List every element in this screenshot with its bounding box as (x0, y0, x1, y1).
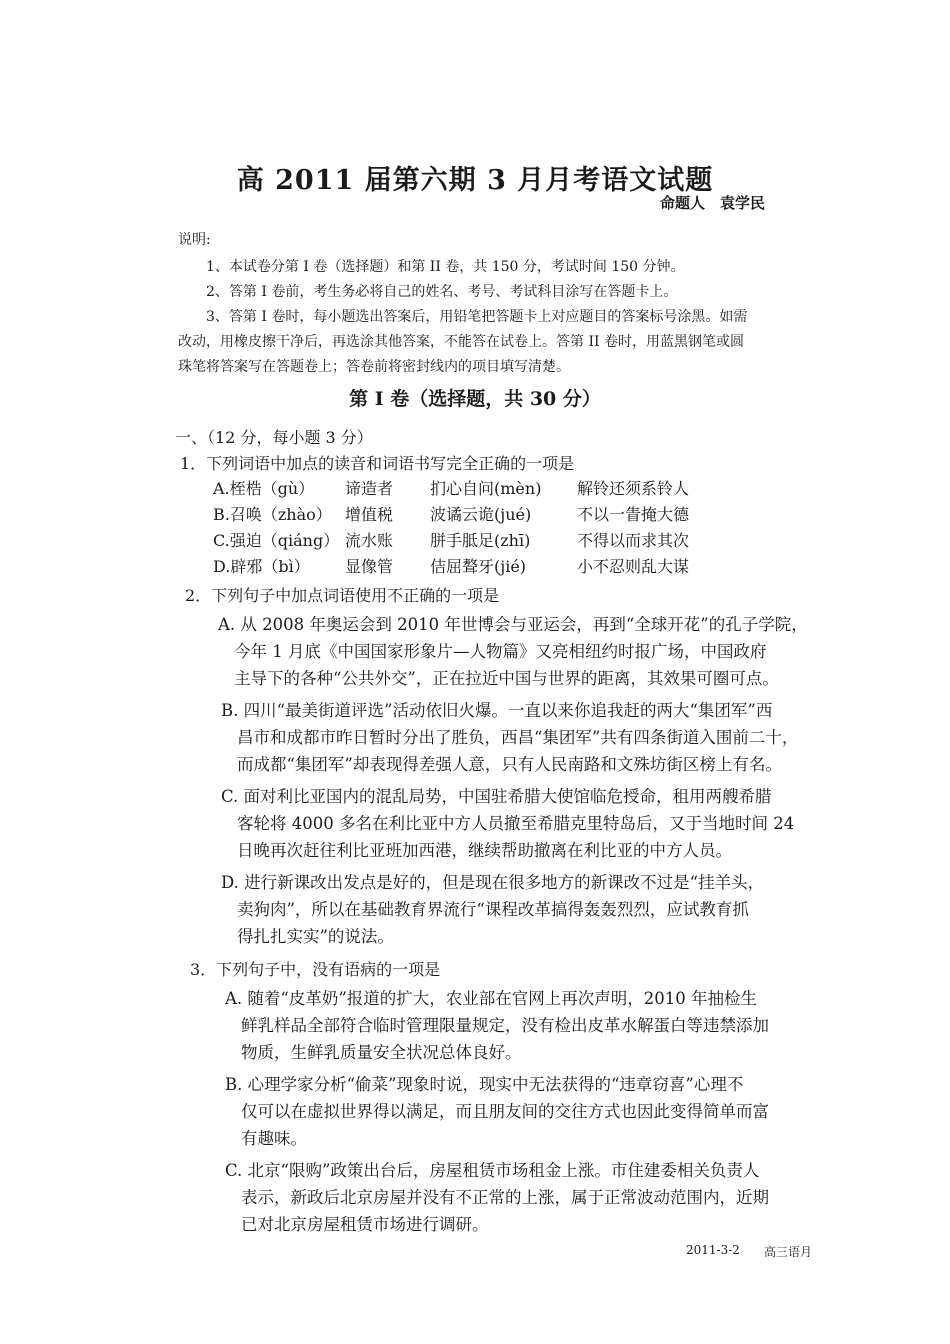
q1-c-word3: 胼手胝足(zhī) (430, 531, 531, 550)
question-1-stem: 1．下列词语中加点的读音和词语书写完全正确的一项是 (180, 454, 575, 473)
q1-a-word4: 解铃还须系铃人 (577, 479, 690, 498)
q1-d-word3: 佶屈聱牙(jié) (430, 557, 527, 576)
section-title: 第 I 卷（选择题，共 30 分） (349, 388, 601, 410)
q1-a-word2: 谛造者 (345, 479, 394, 498)
instruction-line: 珠笔将答案写在答题卷上；答卷前将密封线内的项目填写清楚。 (178, 359, 570, 375)
footer-label: 高三语月 (764, 1245, 813, 1259)
instruction-line: 改动，用橡皮擦干净后，再选涂其他答案，不能答在试卷上。答第 II 卷时，用蓝黑钢笔或圆 (178, 334, 744, 350)
q1-c-word2: 流水账 (345, 531, 394, 550)
q2-line: 主导下的各种“公共外交”，正在拉近中国与世界的距离，其效果可圈可点。 (234, 669, 779, 688)
q2-line: D. 进行新课改出发点是好的，但是现在很多地方的新课改不过是“挂羊头， (221, 873, 765, 892)
q2-line: C. 面对利比亚国内的混乱局势，中国驻希腊大使馆临危授命，租用两艘希腊 (221, 787, 772, 806)
q1-b-word2: 增值税 (345, 505, 394, 524)
exam-author: 命题人 袁学民 (660, 194, 766, 212)
q2-line: 今年 1 月底《中国国家形象片—人物篇》又亮相纽约时报广场，中国政府 (234, 642, 767, 661)
q2-line: B. 四川“最美街道评选”活动依旧火爆。一直以来你追我赶的两大“集团军”西 (221, 701, 773, 720)
exam-title: 高 2011 届第六期 3 月月考语文试题 (236, 165, 714, 196)
q2-line: 昌市和成都市昨日暂时分出了胜负，西昌“集团军”共有四条街道入围前二十， (237, 728, 799, 747)
q2-line: 卖狗肉”，所以在基础教育界流行“课程改革搞得轰轰烈烈，应试教育抓 (237, 900, 749, 919)
q1-d-word4: 小不忍则乱大谋 (577, 557, 690, 576)
question-3-stem: 3．下列句子中，没有语病的一项是 (190, 960, 441, 979)
question-2-stem: 2．下列句子中加点词语使用不正确的一项是 (185, 586, 500, 605)
q3-line: 已对北京房屋租赁市场进行调研。 (241, 1215, 489, 1234)
footer-date: 2011-3-2 (686, 1243, 740, 1257)
q1-d-word1: D.辟邪（bì） (213, 557, 310, 576)
q3-line: 有趣味。 (241, 1129, 307, 1148)
instruction-line: 3、答第 I 卷时，每小题选出答案后，用铅笔把答题卡上对应题目的答案标号涂黑。如需 (206, 309, 748, 325)
q3-line: 鲜乳样品全部符合临时管理限量规定，没有检出皮革水解蛋白等违禁添加 (241, 1016, 769, 1035)
instructions-heading: 说明: (178, 232, 211, 248)
part-heading: 一、（12 分，每小题 3 分） (175, 428, 373, 447)
q3-line: 表示，新政后北京房屋并没有不正常的上涨，属于正常波动范围内，近期 (241, 1188, 769, 1207)
q3-line: 仅可以在虚拟世界得以满足，而且朋友间的交往方式也因此变得简单而富 (241, 1102, 769, 1121)
q3-line: B. 心理学家分析“偷菜”现象时说，现实中无法获得的“违章窃喜”心理不 (225, 1075, 744, 1094)
q1-a-word1: A.桎梏（gù） (213, 479, 315, 498)
q2-line: 得扎扎实实”的说法。 (237, 927, 394, 946)
q3-line: A. 随着“皮革奶”报道的扩大，农业部在官网上再次声明，2010 年抽检生 (225, 989, 758, 1008)
q3-line: C. 北京“限购”政策出台后，房屋租赁市场租金上涨。市住建委相关负责人 (225, 1161, 760, 1180)
q2-line: 日晚再次赶往利比亚班加西港，继续帮助撤离在利比亚的中方人员。 (237, 841, 732, 860)
q1-d-word2: 显像管 (345, 557, 394, 576)
q1-c-word1: C.强迫（qiáng） (213, 531, 340, 550)
instruction-line: 2、答第 I 卷前，考生务必将自己的姓名、考号、考试科目涂写在答题卡上。 (206, 284, 678, 300)
q1-b-word1: B.召唤（zhào） (213, 505, 332, 524)
q1-b-word3: 波谲云诡(jué) (430, 505, 532, 524)
q2-line: 客轮将 4000 多名在利比亚中方人员撤至希腊克里特岛后，又于当地时间 24 (237, 814, 795, 833)
q1-b-word4: 不以一眚掩大德 (577, 505, 690, 524)
instruction-line: 1、本试卷分第 I 卷（选择题）和第 II 卷，共 150 分，考试时间 150 分钟。 (206, 259, 685, 275)
q1-a-word3: 扪心自问(mèn) (430, 479, 542, 498)
q3-line: 物质，生鲜乳质量安全状况总体良好。 (241, 1043, 522, 1062)
q1-c-word4: 不得以而求其次 (577, 531, 690, 550)
q2-line: 而成都“集团军”却表现得差强人意，只有人民南路和文殊坊街区榜上有名。 (237, 755, 782, 774)
q2-line: A. 从 2008 年奥运会到 2010 年世博会与亚运会，再到“全球开花”的孔子学院， (218, 615, 808, 634)
